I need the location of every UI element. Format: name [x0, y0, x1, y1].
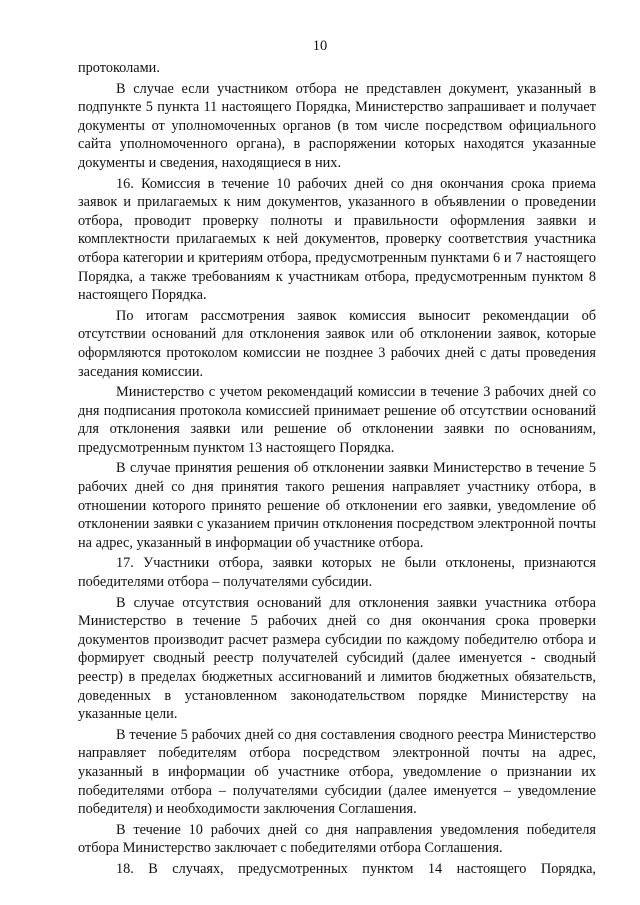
paragraph: В случае принятия решения об отклонении заявки Министерство в течение 5 рабочих дней со дня принятия такого решения направляет участнику отбора, в отношении которого принято решение об отклонении его заявки, уведомление об отклонении заявки с указанием причин отклонения посредством электронной почты на адрес, указанный в информации об участнике отбора.	[78, 460, 596, 551]
paragraph: В случае отсутствия оснований для отклонения заявки участника отбора Министерство в течение 5 рабочих дней со дня окончания срока проверки документов производит расчет размера субсидии по каждому победителю отбора и формирует сводный реестр получателей субсидий (далее именуется - сводный реестр) в пределах бюджетных ассигнований и лимитов бюджетных обязательств, доведенных в установленном законодательством порядке Министерству на указанные цели.	[78, 594, 596, 723]
paragraph: В течение 5 рабочих дней со дня составления сводного реестра Министерство направляет победителям отбора посредством электронной почты на адрес, указанный в информации об участнике отбора, уведомление о признании их победителями отбора – получателями субсидии (далее именуется – уведомление победителя) и необходимости заключения Соглашения.	[78, 726, 596, 818]
paragraph-item-16: 16. Комиссия в течение 10 рабочих дней со дня окончания срока приема заявок и прилагаемых к ним документов, указанного в объявлении о проведении отбора, проводит проверку полноты и правильности оформления заявки и комплектности прилагаемых к ней документов, проверку соответствия участника отбора категории и критериям отбора, предусмотренным пунктами 6 и 7 настоящего Порядка, а также требованиям к участникам отбора, предусмотренным пунктом 8 настоящего Порядка.	[78, 175, 596, 304]
paragraph: Министерство с учетом рекомендаций комиссии в течение 3 рабочих дней со дня подписания протокола комиссией принимает решение об отсутствии оснований для отклонения заявки или решение об отклонении заявки по основаниям, предусмотренным пунктом 13 настоящего Порядка.	[78, 384, 596, 456]
page-number: 10	[312, 38, 328, 54]
document-body	[78, 59, 596, 881]
paragraph-continuation: протоколами.	[78, 60, 160, 76]
paragraph-item-17: 17. Участники отбора, заявки которых не были отклонены, признаются победителями отбора – получателями субсидии.	[78, 555, 596, 591]
paragraph: По итогам рассмотрения заявок комиссия выносит рекомендации об отсутствии оснований для отклонения заявок или об отклонении заявок, которые оформляются протоколом комиссии не позднее 3 рабочих дней с даты проведения заседания комиссии.	[78, 307, 596, 380]
paragraph: В течение 10 рабочих дней со дня направления уведомления победителя отбора Министерство заключает с победителями отбора Соглашения.	[78, 821, 596, 857]
paragraph-item-18: 18. В случаях, предусмотренных пунктом 14 настоящего Порядка,	[116, 860, 596, 877]
paragraph: В случае если участником отбора не представлен документ, указанный в подпункте 5 пункта 11 настоящего Порядка, Министерство запрашивает и получает документы от уполномоченных органов (в том числе посредством официального сайта уполномоченного органа), в распоряжении которых находятся указанные документы и сведения, находящиеся в них.	[78, 80, 596, 171]
